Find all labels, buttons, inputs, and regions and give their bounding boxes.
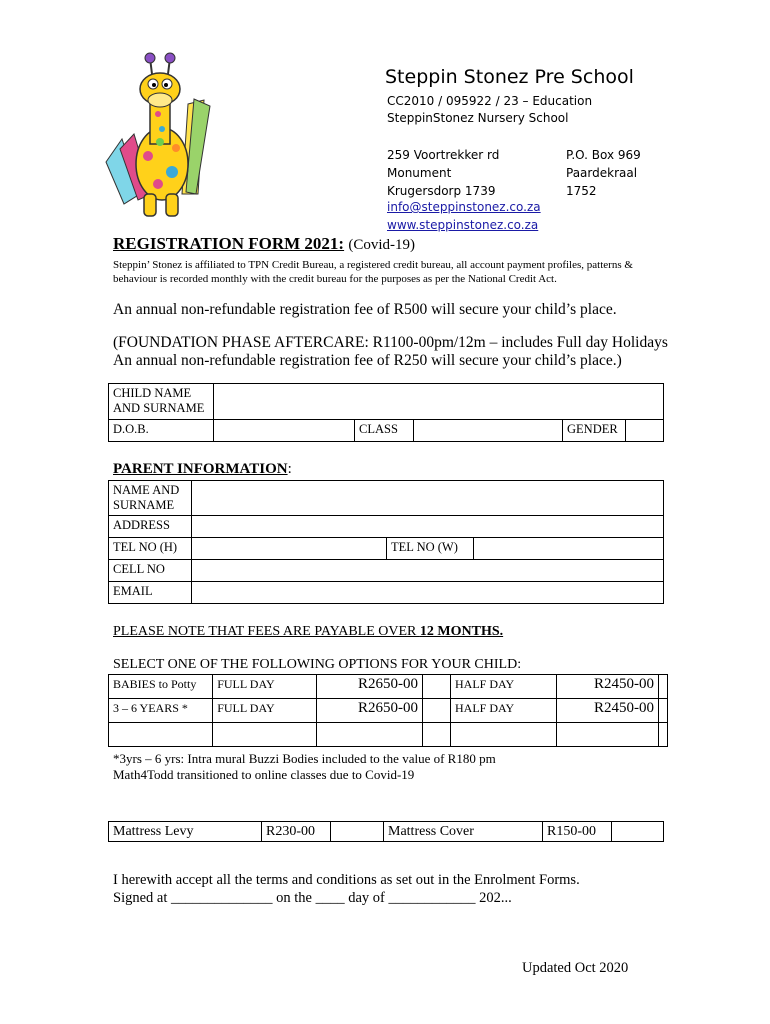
email-link[interactable]: info@steppinstonez.co.za bbox=[387, 200, 541, 214]
email-label: EMAIL bbox=[109, 582, 192, 604]
mattress-levy-price: R230-00 bbox=[262, 822, 331, 842]
tel-h-field[interactable] bbox=[192, 538, 387, 560]
address-line: Krugersdorp 1739 bbox=[387, 184, 496, 198]
acceptance-text: I herewith accept all the terms and conditions as set out in the Enrolment Forms. bbox=[113, 872, 580, 888]
blank-cell bbox=[659, 723, 668, 747]
street-address bbox=[387, 146, 499, 200]
full-day-checkbox[interactable] bbox=[423, 699, 451, 723]
school-name: Steppin Stonez Pre School bbox=[385, 66, 634, 88]
full-day-price: R2650-00 bbox=[316, 699, 422, 723]
postal-address bbox=[566, 146, 641, 200]
foundation-phase-line2: An annual non-refundable registration fee of R250 will secure your child’s place.) bbox=[113, 352, 622, 369]
fees-note-text: PLEASE NOTE THAT FEES ARE PAYABLE OVER bbox=[113, 624, 420, 639]
class-label: CLASS bbox=[355, 420, 414, 442]
cell-label: CELL NO bbox=[109, 560, 192, 582]
mattress-cover-checkbox[interactable] bbox=[612, 822, 664, 842]
parent-table bbox=[108, 480, 664, 604]
child-name-field[interactable] bbox=[214, 384, 664, 420]
address-line: 259 Voortrekker rd bbox=[387, 148, 500, 162]
cell-field[interactable] bbox=[192, 560, 664, 582]
half-day-label: HALF DAY bbox=[450, 675, 556, 699]
form-title bbox=[113, 234, 415, 254]
blank-cell bbox=[423, 723, 451, 747]
postal-line: Paardekraal bbox=[566, 166, 638, 180]
full-day-label: FULL DAY bbox=[213, 699, 317, 723]
parent-info-heading bbox=[113, 461, 292, 478]
tel-h-label: TEL NO (H) bbox=[109, 538, 192, 560]
mattress-levy-label: Mattress Levy bbox=[109, 822, 262, 842]
dob-field[interactable] bbox=[214, 420, 355, 442]
parent-name-label: NAME AND SURNAME bbox=[109, 481, 192, 516]
mattress-levy-checkbox[interactable] bbox=[331, 822, 384, 842]
dob-label: D.O.B. bbox=[109, 420, 214, 442]
half-day-checkbox[interactable] bbox=[659, 699, 668, 723]
form-title-suffix: (Covid-19) bbox=[348, 237, 416, 253]
select-options-heading: SELECT ONE OF THE FOLLOWING OPTIONS FOR YOUR CHILD: bbox=[113, 657, 522, 672]
postal-line: P.O. Box 969 bbox=[566, 148, 641, 162]
half-day-label: HALF DAY bbox=[450, 699, 556, 723]
website-link[interactable]: www.steppinstonez.co.za bbox=[387, 218, 539, 232]
registration-fee-text: An annual non-refundable registration fee of R500 will secure your child’s place. bbox=[113, 301, 617, 318]
mattress-cover-label: Mattress Cover bbox=[384, 822, 543, 842]
full-day-label: FULL DAY bbox=[213, 675, 317, 699]
tel-w-label: TEL NO (W) bbox=[387, 538, 474, 560]
signed-at-line: Signed at ______________ on the ____ day of ____________ 202... bbox=[113, 890, 512, 906]
half-day-checkbox[interactable] bbox=[659, 675, 668, 699]
full-day-checkbox[interactable] bbox=[423, 675, 451, 699]
parent-heading-text: PARENT INFORMATION bbox=[113, 461, 288, 477]
updated-date: Updated Oct 2020 bbox=[522, 960, 629, 976]
footnote-math4todd: Math4Todd transitioned to online classes due to Covid-19 bbox=[113, 767, 415, 782]
half-day-price: R2450-00 bbox=[556, 699, 658, 723]
parent-name-field[interactable] bbox=[192, 481, 664, 516]
tel-w-field[interactable] bbox=[474, 538, 664, 560]
address-field[interactable] bbox=[192, 516, 664, 538]
full-day-price: R2650-00 bbox=[316, 675, 422, 699]
parent-heading-colon: : bbox=[287, 461, 292, 477]
gender-label: GENDER bbox=[563, 420, 626, 442]
email-field[interactable] bbox=[192, 582, 664, 604]
address-label: ADDRESS bbox=[109, 516, 192, 538]
foundation-phase-line1: (FOUNDATION PHASE AFTERCARE: R1100-00pm/12m – includes Full day Holidays bbox=[113, 334, 668, 351]
nursery-name: SteppinStonez Nursery School bbox=[387, 111, 569, 125]
credit-bureau-note: Steppin’ Stonez is affiliated to TPN Credit Bureau, a registered credit bureau, all account payment profiles, patterns & behaviour is recorded monthly with the credit bureau for the purposes as per the National Credit Act. bbox=[113, 259, 633, 285]
address-line: Monument bbox=[387, 166, 452, 180]
blank-cell bbox=[556, 723, 658, 747]
levy-table bbox=[108, 821, 664, 842]
gender-field[interactable] bbox=[626, 420, 664, 442]
blank-cell bbox=[316, 723, 422, 747]
fee-group-label: BABIES to Potty bbox=[109, 675, 213, 699]
form-title-main: REGISTRATION FORM 2021: bbox=[113, 234, 345, 253]
giraffe-with-pencils-icon bbox=[100, 44, 220, 222]
fees-note bbox=[113, 624, 503, 640]
fee-options-table bbox=[108, 674, 668, 747]
registration-number: CC2010 / 095922 / 23 – Education bbox=[387, 94, 593, 108]
footnote-buzzi-bodies: *3yrs – 6 yrs: Intra mural Buzzi Bodies included to the value of R180 pm bbox=[113, 751, 496, 766]
blank-cell bbox=[450, 723, 556, 747]
half-day-price: R2450-00 bbox=[556, 675, 658, 699]
child-table bbox=[108, 383, 664, 442]
mattress-cover-price: R150-00 bbox=[543, 822, 612, 842]
child-name-label: CHILD NAME AND SURNAME bbox=[109, 384, 214, 420]
fee-group-label: 3 – 6 YEARS * bbox=[109, 699, 213, 723]
blank-cell bbox=[109, 723, 213, 747]
postal-line: 1752 bbox=[566, 184, 597, 198]
class-field[interactable] bbox=[414, 420, 563, 442]
fees-note-months: 12 MONTHS. bbox=[419, 624, 504, 639]
blank-cell bbox=[213, 723, 317, 747]
